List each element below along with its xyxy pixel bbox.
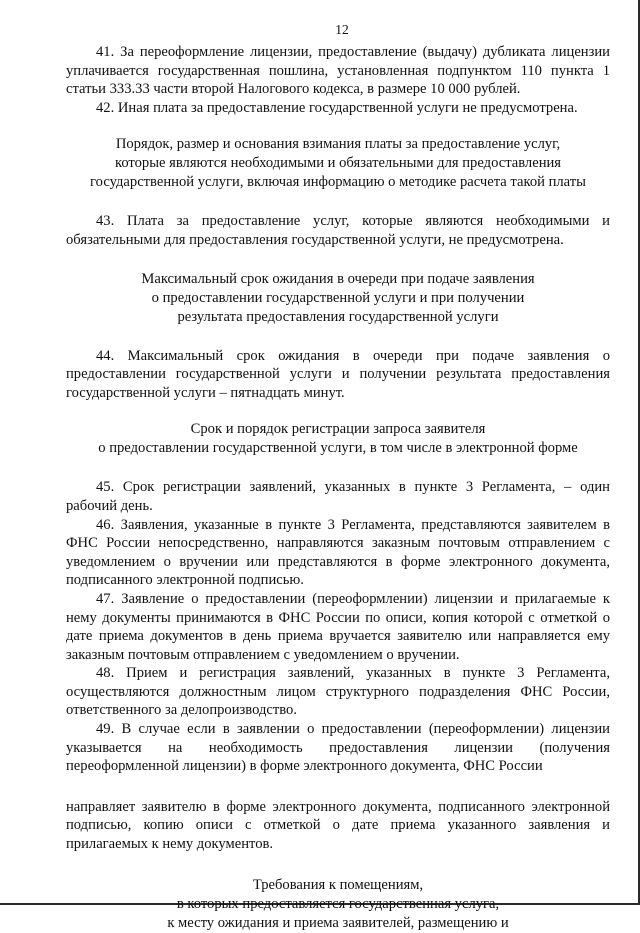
section-heading-premises	[66, 876, 610, 933]
paragraph-45: 45. Срок регистрации заявлений, указанных в пункте 3 Регламента, – один рабочий день.	[66, 479, 610, 514]
heading-line: результата предоставления государственной услуги	[177, 308, 499, 325]
heading-line: Порядок, размер и основания взимания платы за предоставление услуг,	[115, 136, 561, 153]
heading-line: к месту ожидания и приема заявителей, размещению и	[167, 914, 509, 931]
heading-line: Максимальный срок ожидания в очереди при подаче заявления	[141, 270, 535, 287]
heading-line: Срок и порядок регистрации запроса заявителя	[190, 421, 486, 438]
paragraph-41: 41. За переоформление лицензии, предоставление (выдачу) дубликата лицензии уплачивается государственная пошлина, установленная подпунктом 110 пункта 1 статьи 333.33 части второй Налогового кодекса, в размере 10 000 рублей.	[66, 44, 610, 98]
paragraph-44: 44. Максимальный срок ожидания в очереди при подаче заявления о предоставлении государственной услуги и получении результата предоставления государственной услуги – пятнадцать минут.	[66, 347, 610, 401]
section-heading-fees	[66, 135, 610, 192]
section-heading-registration	[66, 420, 610, 458]
heading-line: государственной услуги, включая информацию о методике расчета такой платы	[90, 174, 586, 191]
heading-line: которые являются необходимыми и обязательными для предоставления	[114, 155, 562, 172]
paragraph-42: 42. Иная плата за предоставление государственной услуги не предусмотрена.	[96, 99, 578, 116]
paragraph-49: 49. В случае если в заявлении о предоставлении (переоформлении) лицензии указывается на необходимость предоставления лицензии (получения переоформленной лицензии) в форме электронного документа, ФНС России	[66, 721, 610, 775]
heading-line: о предоставлении государственной услуги, в том числе в электронной форме	[98, 440, 578, 457]
paragraph-49-continued: направляет заявителю в форме электронного документа, подписанного электронной подписью, копию описи с отметкой о дате приема указанного заявления и прилагаемых к нему документов.	[66, 798, 610, 853]
section-heading-queue	[66, 270, 610, 327]
page-number: 12	[335, 22, 349, 37]
heading-line: в которых предоставляется государственная услуга,	[176, 895, 500, 912]
paragraph-46: 46. Заявления, указанные в пункте 3 Регламента, представляются заявителем в ФНС России непосредственно, направляются заказным почтовым отправлением с уведомлением о вручении или представляются в форме электронного документа, подписанного электронной подписью.	[66, 516, 610, 589]
heading-line: Требования к помещениям,	[252, 876, 424, 893]
paragraph-48: 48. Прием и регистрация заявлений, указанных в пункте 3 Регламента, осуществляются должностным лицом структурного подразделения ФНС России, ответственного за делопроизводство.	[66, 665, 610, 719]
heading-line: о предоставлении государственной услуги и при получении	[151, 289, 525, 306]
paragraph-43: 43. Плата за предоставление услуг, которые являются необходимыми и обязательными для предоставления государственной услуги, не предусмотрена.	[66, 213, 610, 248]
paragraph-47: 47. Заявление о предоставлении (переоформлении) лицензии и прилагаемые к нему документы принимаются в ФНС России по описи, копия которой с отметкой о дате приема документов в день приема вручается заявителю или направляется ему заказным почтовым отправлением с уведомлением о вручении.	[66, 590, 610, 663]
